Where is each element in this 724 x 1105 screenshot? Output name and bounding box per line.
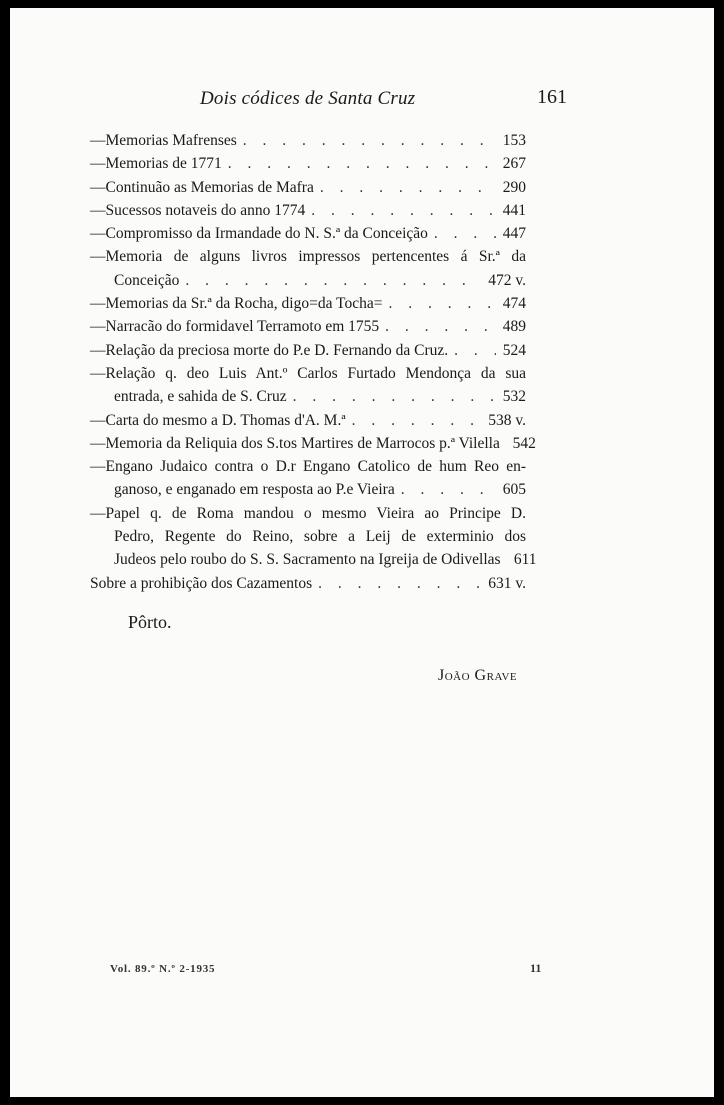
document-page	[10, 8, 714, 1097]
toc-entry-page: 489	[502, 318, 526, 336]
toc-entry-title: —Carta do mesmo a D. Thomas d'A. M.ª	[90, 411, 346, 429]
toc-entry-title: —Memoria da Reliquia dos S.tos Martires de Marrocos p.ª Vilella	[90, 434, 500, 452]
toc-entry-page: 605	[502, 481, 526, 499]
toc-entry-title: —Narracão do formidavel Terramoto em 1755	[90, 318, 380, 336]
dot-leader	[185, 269, 482, 292]
toc-entry	[90, 455, 526, 502]
toc-entry-line: Pedro, Regente do Reino, sobre a Leij de exterminio dos	[114, 528, 526, 546]
toc-entry-page: 474	[502, 295, 526, 313]
toc-entry-line: —Relação q. deo Luis Ant.º Carlos Furtado Mendonça da sua	[90, 364, 526, 382]
footer-volume: Vol. 89.º N.º 2-1935	[110, 963, 216, 975]
toc-entry	[90, 222, 526, 245]
author-signature: João Grave	[438, 667, 518, 684]
toc-entry-page: 524	[502, 341, 526, 359]
dot-leader	[401, 478, 496, 501]
table-of-contents	[90, 129, 537, 595]
toc-entry-page: 631 v.	[488, 574, 526, 592]
toc-entry	[90, 199, 526, 222]
dot-leader	[293, 385, 496, 408]
toc-entry-title: —Continuão as Memorias de Mafra	[90, 178, 314, 196]
toc-entry-title: entrada, e sahida de S. Cruz	[114, 388, 287, 406]
closing-place: Pôrto.	[128, 612, 172, 632]
toc-entry-line: —Papel q. de Roma mandou o mesmo Vieira ao Principe D.	[90, 504, 526, 522]
footer-signature-mark: 11	[530, 961, 542, 975]
running-title: Dois códices de Santa Cruz	[200, 88, 416, 109]
toc-entry-page: 290	[502, 178, 526, 196]
dot-leader	[385, 315, 496, 338]
toc-entry	[90, 292, 526, 315]
toc-entry	[90, 502, 537, 572]
toc-entry	[90, 339, 526, 362]
dot-leader	[388, 292, 496, 315]
dot-leader	[352, 409, 483, 432]
toc-entry-page: 532	[502, 388, 526, 406]
dot-leader	[320, 176, 496, 199]
toc-entry-title: Conceição	[114, 271, 180, 289]
toc-entry	[90, 362, 526, 409]
toc-entry-title: —Compromisso da Irmandade do N. S.ª da Conceição	[90, 225, 428, 243]
toc-entry-title: ganoso, e enganado em resposta ao P.e Vieira	[114, 481, 395, 499]
dot-leader	[311, 199, 496, 222]
toc-entry-title: —Sucessos notaveis do anno 1774	[90, 201, 306, 219]
toc-entry-page: 542	[512, 434, 536, 452]
toc-entry-title: —Memorias da Sr.ª da Rocha, digo=da Tocha=	[90, 295, 383, 313]
toc-entry-page: 267	[502, 155, 526, 173]
dot-leader	[454, 339, 496, 362]
toc-entry	[90, 572, 526, 595]
dot-leader	[243, 129, 496, 152]
dot-leader	[318, 572, 482, 595]
toc-entry-page: 611	[513, 551, 537, 569]
toc-entry	[90, 129, 526, 152]
toc-entry-title: Judeos pelo roubo do S. S. Sacramento na Igreija de Odivellas	[114, 551, 501, 569]
toc-entry-line: —Memoria de alguns livros impressos pertencentes á Sr.ª da	[90, 248, 526, 266]
toc-entry-title: —Memorias Mafrenses	[90, 132, 237, 149]
dot-leader	[228, 152, 496, 175]
toc-entry	[90, 409, 526, 432]
page-number: 161	[537, 86, 567, 108]
toc-entry	[90, 432, 536, 455]
toc-entry	[90, 176, 526, 199]
running-header	[10, 86, 714, 114]
toc-entry-page: 472 v.	[488, 271, 526, 289]
toc-entry-line: —Engano Judaico contra o D.r Engano Catolico de hum Reo en-	[90, 458, 526, 476]
toc-entry-page: 538 v.	[488, 411, 526, 429]
toc-entry-page: 447	[502, 225, 526, 243]
toc-entry	[90, 245, 526, 292]
toc-entry-title: —Memorias de 1771	[90, 155, 222, 173]
dot-leader	[434, 222, 496, 245]
toc-entry-page: 441	[502, 201, 526, 219]
toc-entry-title: —Relação da preciosa morte do P.e D. Fernando da Cruz.	[90, 341, 449, 359]
toc-entry-title: Sobre a prohibição dos Cazamentos	[90, 574, 313, 592]
toc-entry	[90, 315, 526, 338]
toc-entry-page: 153	[502, 132, 526, 149]
toc-entry	[90, 152, 526, 175]
